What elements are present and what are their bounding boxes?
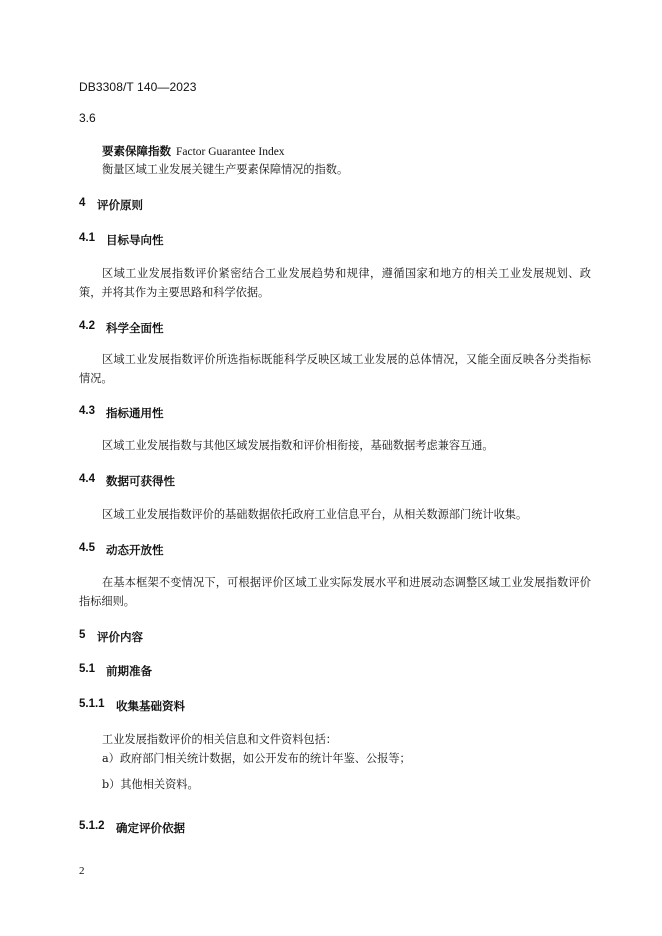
document-code-header: DB3308/T 140—2023	[79, 80, 197, 94]
section-4-1-title: 目标导向性	[106, 233, 164, 247]
section-5-1-2-number: 5.1.2	[79, 820, 105, 832]
list-item-a: a）政府部门相关统计数据，如公开发布的统计年鉴、公报等；	[102, 752, 411, 765]
section-4-1-paragraph: 区域工业发展指数评价紧密结合工业发展趋势和规律，遵循国家和地方的相关工业发展规划、政策，并将其作为主要思路和科学依据。	[79, 267, 591, 299]
section-4-5-number: 4.5	[79, 542, 95, 554]
section-4-title: 评价原则	[97, 198, 143, 212]
section-4-3-paragraph: 区域工业发展指数与其他区域发展指数和评价相衔接，基础数据考虑兼容互通。	[102, 439, 494, 452]
section-4-number: 4	[79, 197, 86, 209]
section-5-1-number: 5.1	[79, 663, 95, 675]
section-4-4-number: 4.4	[79, 473, 95, 485]
section-5-1-2-title: 确定评价依据	[116, 821, 185, 835]
section-4-4-paragraph: 区域工业发展指数评价的基础数据依托政府工业信息平台，从相关数源部门统计收集。	[102, 508, 528, 521]
section-5-1-1-intro: 工业发展指数评价的相关信息和文件资料包括：	[102, 733, 337, 746]
section-5-1-title: 前期准备	[106, 664, 152, 678]
section-5-number: 5	[79, 629, 86, 641]
list-item-b: b）其他相关资料。	[102, 778, 199, 791]
term-title-en: Factor Guarantee Index	[176, 146, 285, 158]
section-4-1-number: 4.1	[79, 232, 95, 244]
term-definition: 衡量区域工业发展关键生产要素保障情况的指数。	[102, 163, 349, 176]
section-4-5-paragraph: 在基本框架不变情况下，可根据评价区域工业实际发展水平和进展动态调整区域工业发展指数评价指标细则。	[79, 576, 591, 608]
section-4-5-title: 动态开放性	[106, 543, 164, 557]
section-4-3-number: 4.3	[79, 405, 95, 417]
section-4-2-paragraph: 区域工业发展指数评价所选指标既能科学反映区域工业发展的总体情况，又能全面反映各分类指标情况。	[79, 353, 591, 385]
term-title	[102, 143, 285, 159]
section-5-1-1-number: 5.1.1	[79, 698, 105, 710]
page-number: 2	[79, 865, 85, 877]
section-4-3-title: 指标通用性	[106, 406, 164, 420]
section-5-1-1-title: 收集基础资料	[116, 699, 185, 713]
term-number: 3.6	[79, 111, 96, 125]
section-4-2-title: 科学全面性	[106, 321, 164, 335]
section-4-4-title: 数据可获得性	[106, 474, 175, 488]
term-title-cn: 要素保障指数	[102, 144, 171, 158]
section-5-title: 评价内容	[97, 630, 143, 644]
section-4-2-number: 4.2	[79, 320, 95, 332]
